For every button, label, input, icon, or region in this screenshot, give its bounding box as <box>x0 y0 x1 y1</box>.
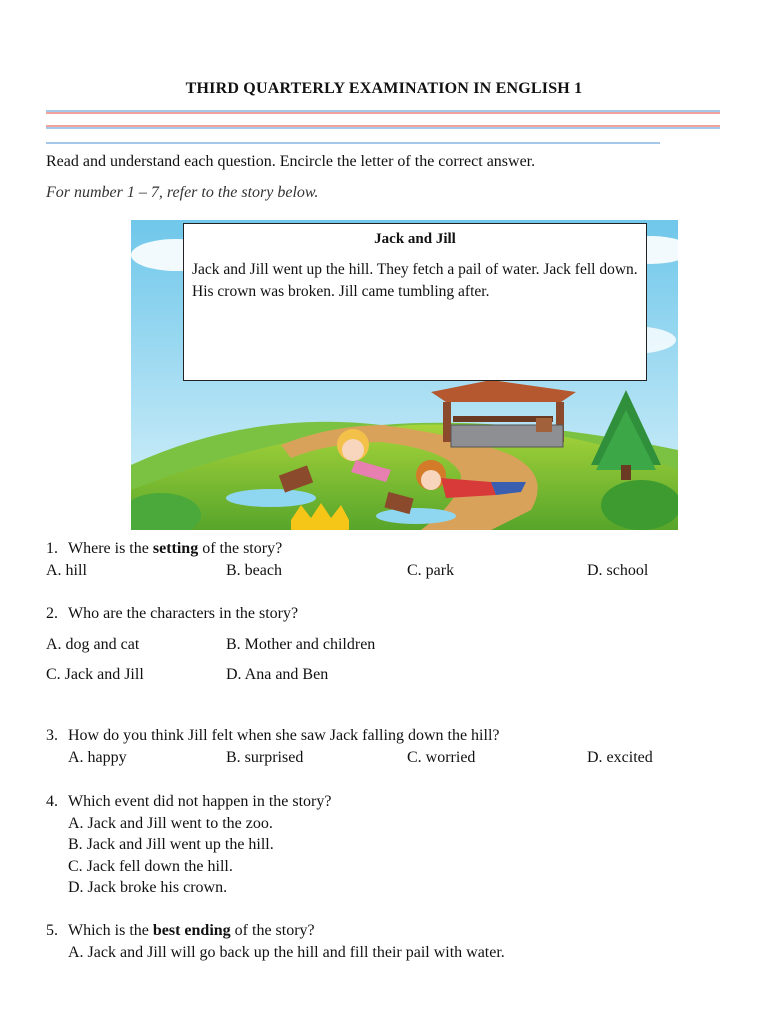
question-3: 3. How do you think Jill felt when she saw Jack falling down the hill? <box>46 727 500 744</box>
story-title: Jack and Jill <box>374 231 456 247</box>
q3-option-d[interactable]: D. excited <box>587 749 653 766</box>
q1-option-d[interactable]: D. school <box>587 562 649 579</box>
question-5-keyword: best ending <box>152 922 231 939</box>
instructions: Read and understand each question. Encircle the letter of the correct answer. <box>46 153 536 170</box>
q5-option-a[interactable]: A. Jack and Jill will go back up the hill and fill their pail with water. <box>68 944 505 961</box>
bush <box>601 480 678 530</box>
question-2: 2. Who are the characters in the story? <box>46 605 299 622</box>
q4-option-c[interactable]: C. Jack fell down the hill. <box>68 858 233 875</box>
question-1-keyword: setting <box>152 540 199 557</box>
question-1: 1. Where is the setting of the story? <box>46 540 283 557</box>
q3-option-b[interactable]: B. surprised <box>226 749 304 766</box>
name-lines <box>0 100 768 150</box>
story-note: For number 1 – 7, refer to the story below. <box>46 184 319 201</box>
q1-option-c[interactable]: C. park <box>407 562 455 579</box>
q1-option-a[interactable]: A. hill <box>46 562 87 579</box>
question-5: 5. Which is the best ending of the story? <box>46 922 315 939</box>
q2-option-c[interactable]: C. Jack and Jill <box>46 666 144 683</box>
water-puddle <box>226 489 316 507</box>
water-puddle <box>376 508 456 524</box>
story-box <box>183 223 647 381</box>
story-text: Jack and Jill went up the hill. They fetch a pail of water. Jack fell down. His crown was broken. Jill came tumbling after. <box>192 261 638 300</box>
q3-option-c[interactable]: C. worried <box>407 749 476 766</box>
q1-option-b[interactable]: B. beach <box>226 562 282 579</box>
q4-option-d[interactable]: D. Jack broke his crown. <box>68 879 228 896</box>
q4-option-b[interactable]: B. Jack and Jill went up the hill. <box>68 836 274 853</box>
q2-option-d[interactable]: D. Ana and Ben <box>226 666 329 683</box>
q3-option-a[interactable]: A. happy <box>68 749 127 766</box>
q4-option-a[interactable]: A. Jack and Jill went to the zoo. <box>68 815 273 832</box>
q2-option-a[interactable]: A. dog and cat <box>46 636 140 653</box>
exam-title: THIRD QUARTERLY EXAMINATION IN ENGLISH 1 <box>185 80 583 97</box>
crown-icon <box>291 503 349 530</box>
question-4: 4. Which event did not happen in the story? <box>46 793 332 810</box>
q2-option-b[interactable]: B. Mother and children <box>226 636 376 653</box>
